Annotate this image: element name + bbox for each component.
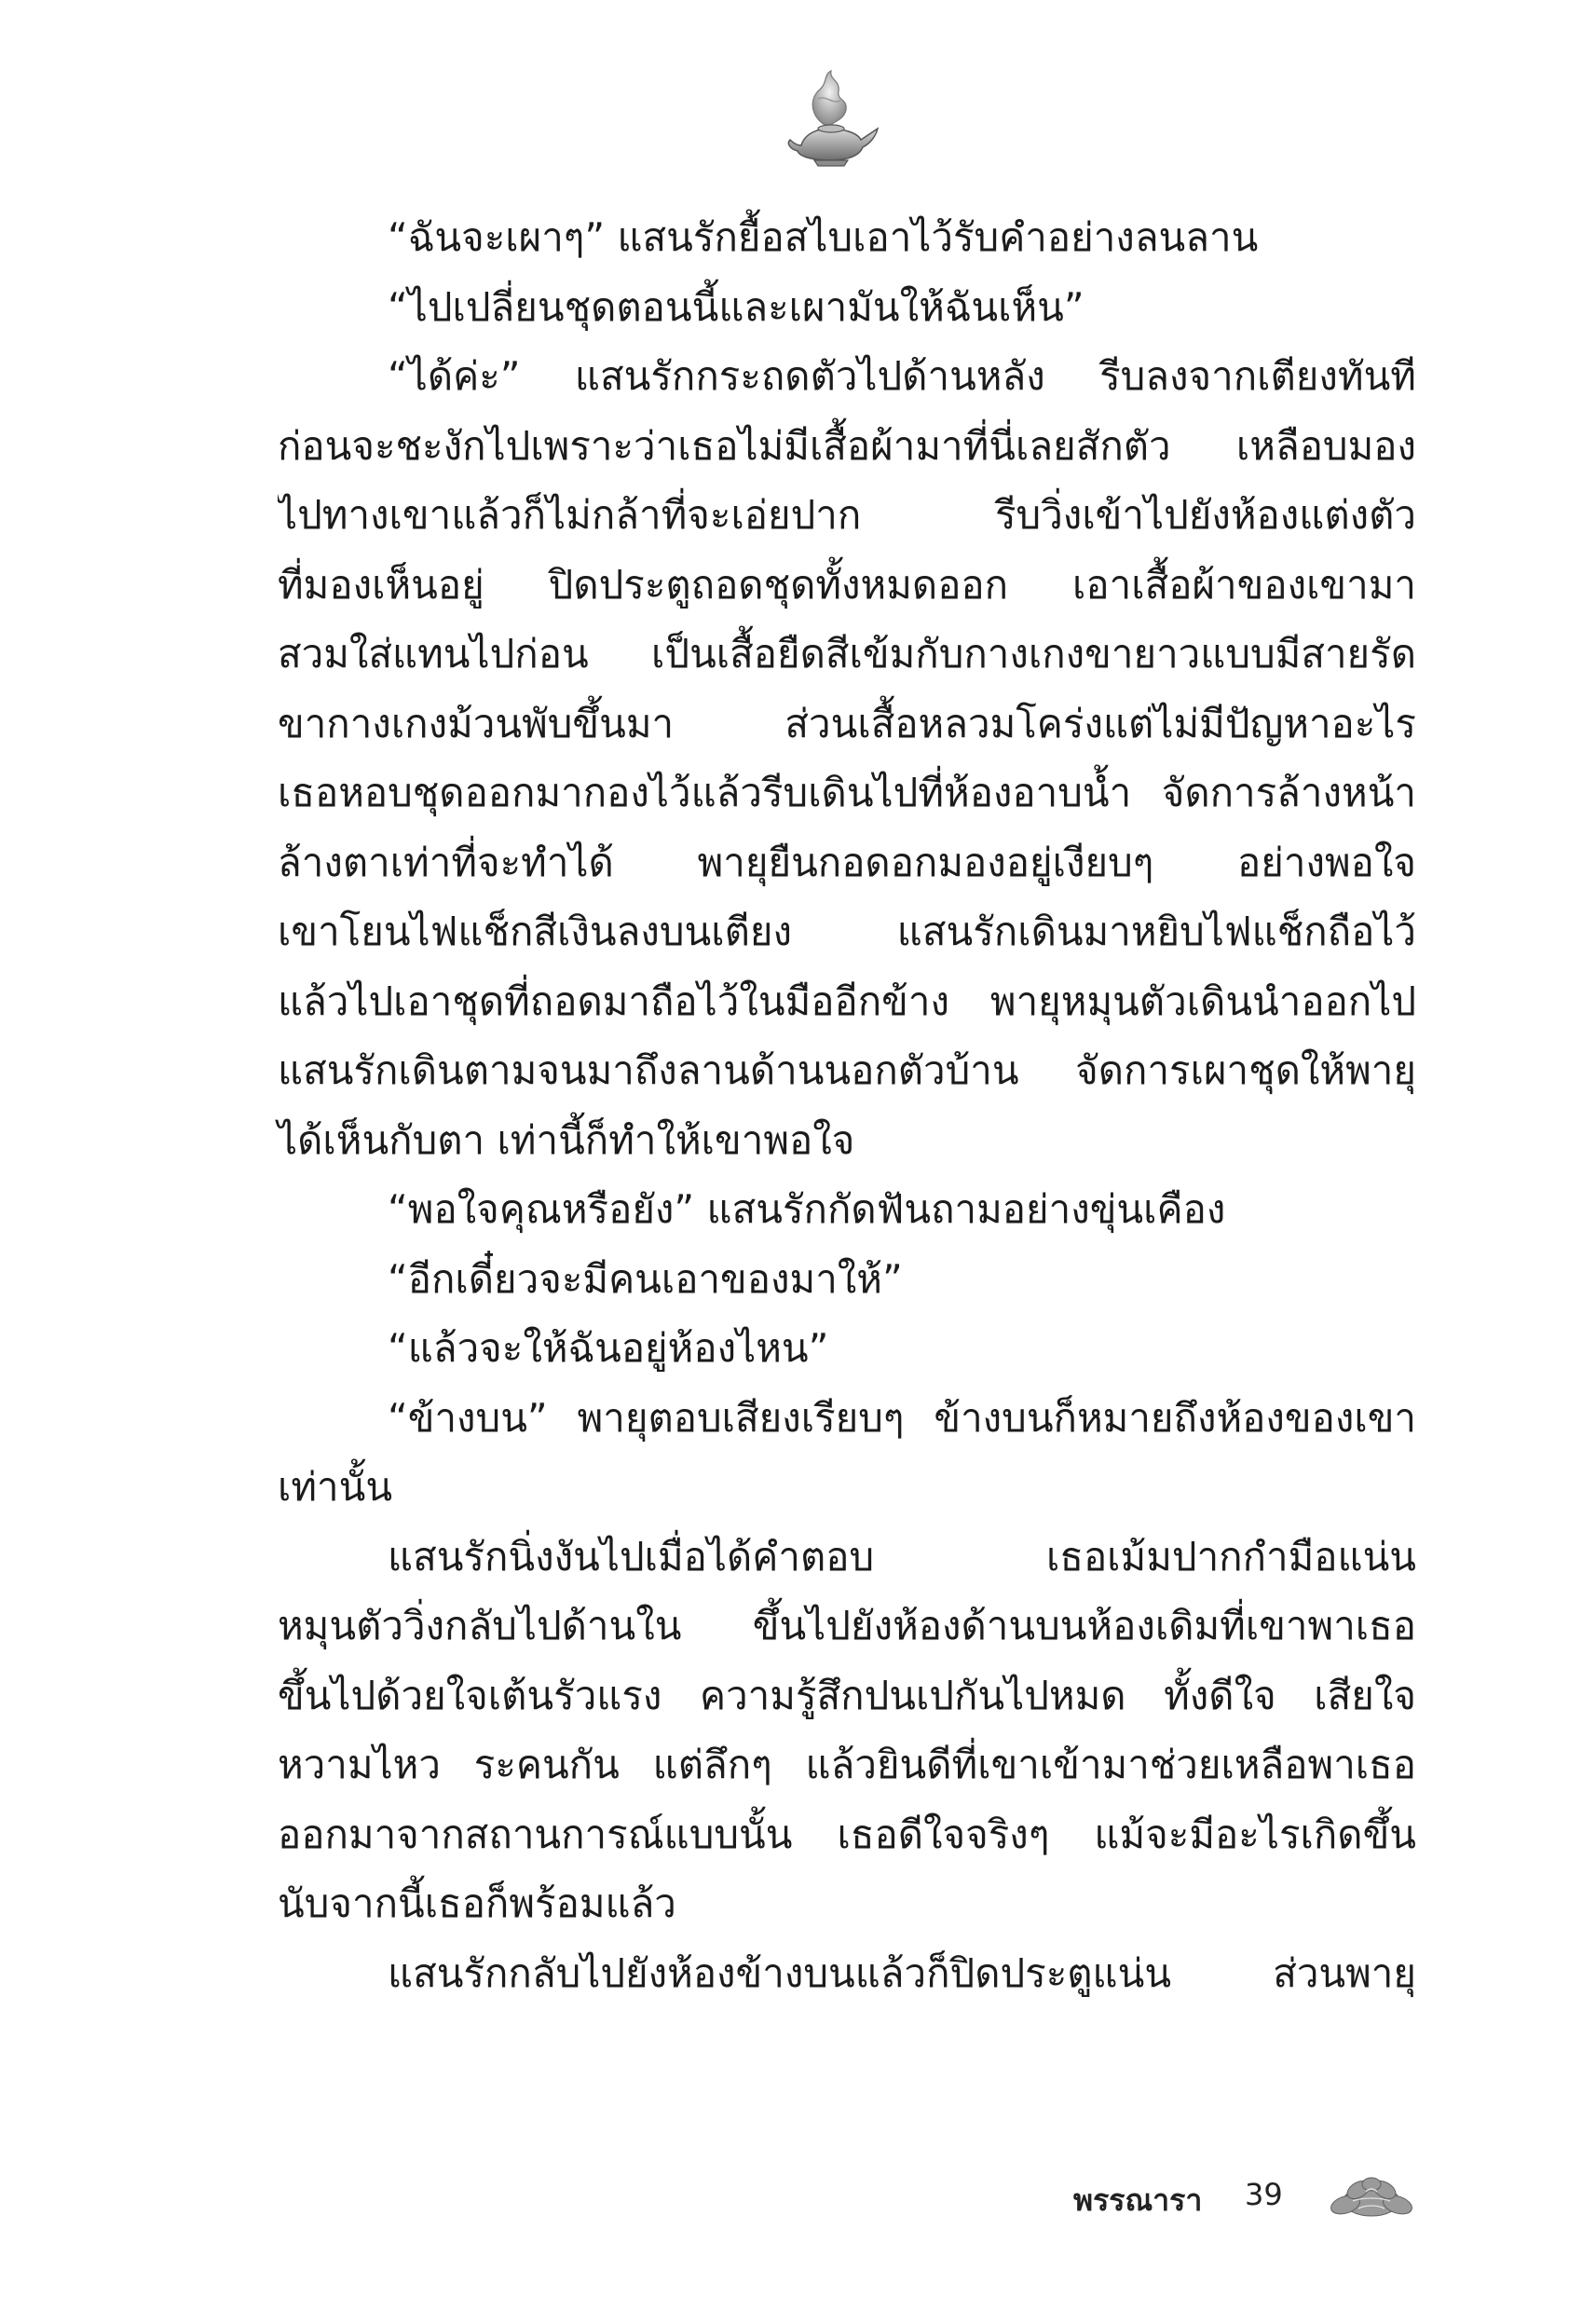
- text-line: เขาโยนไฟแช็กสีเงินลงบนเตียง แสนรักเดินมาหยิบไฟแช็กถือไว้: [278, 909, 1416, 954]
- text-line: เท่านั้น: [278, 1464, 393, 1510]
- text-line: ขากางเกงม้วนพับขึ้นมา ส่วนเสื้อหลวมโคร่งแต่ไม่มีปัญหาอะไร: [278, 700, 1416, 746]
- text-line: ออกมาจากสถานการณ์แบบนั้น เธอดีใจจริงๆ แม้จะมีอะไรเกิดขึ้น: [278, 1811, 1416, 1857]
- text-line: นับจากนี้เธอก็พร้อมแล้ว: [278, 1880, 676, 1926]
- book-title: พรรณารา: [1073, 2182, 1203, 2218]
- text-line: สวมใส่แทนไปก่อน เป็นเสื้อยืดสีเข้มกับกางเกงขายาวแบบมีสายรัด: [278, 631, 1416, 677]
- text-line: “อีกเดี๋ยวจะมีคนเอาของมาให้”: [388, 1255, 903, 1302]
- text-line: ก่อนจะชะงักไปเพราะว่าเธอไม่มีเสื้อผ้ามาที่นี่เลยสักตัว เหลือบมอง: [278, 422, 1416, 469]
- page-number: 39: [1245, 2177, 1283, 2212]
- text-line: “ได้ค่ะ” แสนรักกระถดตัวไปด้านหลัง รีบลงจากเตียงทันที: [388, 353, 1416, 399]
- text-line: ไปทางเขาแล้วก็ไม่กล้าที่จะเอ่ยปาก รีบวิ่งเข้าไปยังห้องแต่งตัว: [278, 492, 1416, 538]
- text-line: แล้วไปเอาชุดที่ถอดมาถือไว้ในมืออีกข้าง พายุหมุนตัวเดินนำออกไป: [278, 978, 1416, 1024]
- body-text: [278, 203, 1416, 2008]
- page-footer: [0, 2173, 1596, 2229]
- text-line: แสนรักนิ่งงันไปเมื่อได้คำตอบ เธอเม้มปากกำมือแน่น: [388, 1533, 1416, 1579]
- text-line: “ข้างบน” พายุตอบเสียงเรียบๆ ข้างบนก็หมายถึงห้องของเขา: [388, 1394, 1416, 1441]
- text-line: ได้เห็นกับตา เท่านี้ก็ทำให้เขาพอใจ: [278, 1116, 855, 1163]
- text-line: แสนรักกลับไปยังห้องข้างบนแล้วก็ปิดประตูแน่น ส่วนพายุ: [388, 1949, 1416, 1996]
- text-line: “ไปเปลี่ยนชุดตอนนี้และเผามันให้ฉันเห็น”: [388, 283, 1084, 330]
- text-line: ล้างตาเท่าที่จะทำได้ พายุยืนกอดอกมองอยู่เงียบๆ อย่างพอใจ: [278, 839, 1416, 885]
- text-line: ที่มองเห็นอยู่ ปิดประตูถอดชุดทั้งหมดออก เอาเสื้อผ้าของเขามา: [278, 561, 1416, 608]
- text-line: แสนรักเดินตามจนมาถึงลานด้านนอกตัวบ้าน จัดการเผาชุดให้พายุ: [278, 1047, 1416, 1093]
- text-line: “แล้วจะให้ฉันอยู่ห้องไหน”: [388, 1325, 829, 1371]
- leaf-cluster-icon: [1325, 2173, 1418, 2225]
- text-line: ขึ้นไปด้วยใจเต้นรัวแรง ความรู้สึกปนเปกันไปหมด ทั้งดีใจ เสียใจ: [278, 1672, 1416, 1718]
- text-line: “ฉันจะเผาๆ” แสนรักยื้อสไบเอาไว้รับคำอย่างลนลาน: [388, 214, 1259, 260]
- text-line: “พอใจคุณหรือยัง” แสนรักกัดฟันถามอย่างขุ่นเคือง: [388, 1186, 1226, 1232]
- text-line: หมุนตัววิ่งกลับไปด้านใน ขึ้นไปยังห้องด้านบนห้องเดิมที่เขาพาเธอ: [278, 1603, 1416, 1648]
- text-line: หวามไหว ระคนกัน แต่ลึกๆ แล้วยินดีที่เขาเข้ามาช่วยเหลือพาเธอ: [278, 1742, 1416, 1787]
- text-line: เธอหอบชุดออกมากองไว้แล้วรีบเดินไปที่ห้องอาบน้ำ จัดการล้างหน้า: [278, 770, 1416, 815]
- genie-lamp-icon: [773, 67, 885, 170]
